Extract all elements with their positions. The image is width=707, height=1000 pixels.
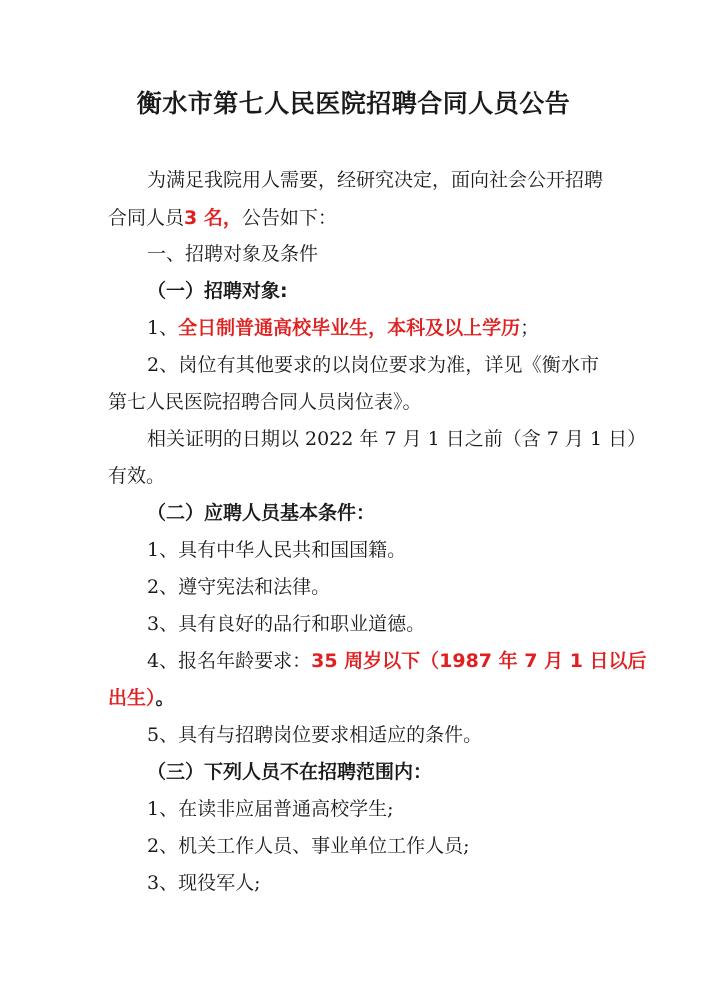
intro-line-2 <box>108 204 337 232</box>
condition-item-1: 1、具有中华人民共和国国籍。 <box>147 539 407 561</box>
exclusion-item-3: 3、现役军人; <box>147 872 261 894</box>
subsection-2-heading: （二）应聘人员基本条件： <box>147 502 376 524</box>
requirement-item-2-line-1: 2、岗位有其他要求的以岗位要求为准，详见《衡水市 <box>147 354 599 376</box>
certificate-date-line-2: 有效。 <box>108 465 166 487</box>
item-punctuation: ； <box>520 317 540 339</box>
item-punctuation: 。 <box>155 687 175 709</box>
age-requirement-label: 4、报名年龄要求： <box>147 650 312 672</box>
condition-item-2: 2、遵守宪法和法律。 <box>147 576 331 598</box>
intro-line-1: 为满足我院用人需要，经研究决定，面向社会公开招聘 <box>147 169 604 191</box>
intro-text-b: 公告如下： <box>241 207 337 229</box>
intro-text-a: 合同人员 <box>108 207 185 229</box>
item-number: 1、 <box>147 317 179 339</box>
education-requirement-highlight: 全日制普通高校毕业生，本科及以上学历 <box>178 317 521 339</box>
condition-item-5: 5、具有与招聘岗位要求相适应的条件。 <box>147 724 483 746</box>
condition-item-4-line-2 <box>108 684 175 712</box>
requirement-item-1 <box>147 314 539 342</box>
exclusion-item-1: 1、在读非应届普通高校学生; <box>147 798 394 820</box>
recruit-count-highlight: 3 名， <box>184 207 242 229</box>
subsection-3-heading: （三）下列人员不在招聘范围内： <box>147 761 433 783</box>
page-title: 衡水市第七人民医院招聘合同人员公告 <box>136 89 571 118</box>
age-requirement-highlight: 35 周岁以下（1987 年 7 月 1 日以后 <box>311 650 647 672</box>
condition-item-3: 3、具有良好的品行和职业道德。 <box>147 613 426 635</box>
subsection-1-heading: （一）招聘对象: <box>147 280 288 302</box>
age-requirement-highlight-cont: 出生） <box>108 687 156 709</box>
section-1-heading: 一、招聘对象及条件 <box>147 243 319 265</box>
exclusion-item-2: 2、机关工作人员、事业单位工作人员; <box>147 835 470 857</box>
requirement-item-2-line-2: 第七人民医院招聘合同人员岗位表》。 <box>108 391 422 413</box>
condition-item-4-line-1 <box>147 647 647 675</box>
certificate-date-line-1: 相关证明的日期以 2022 年 7 月 1 日之前（含 7 月 1 日） <box>147 428 647 450</box>
